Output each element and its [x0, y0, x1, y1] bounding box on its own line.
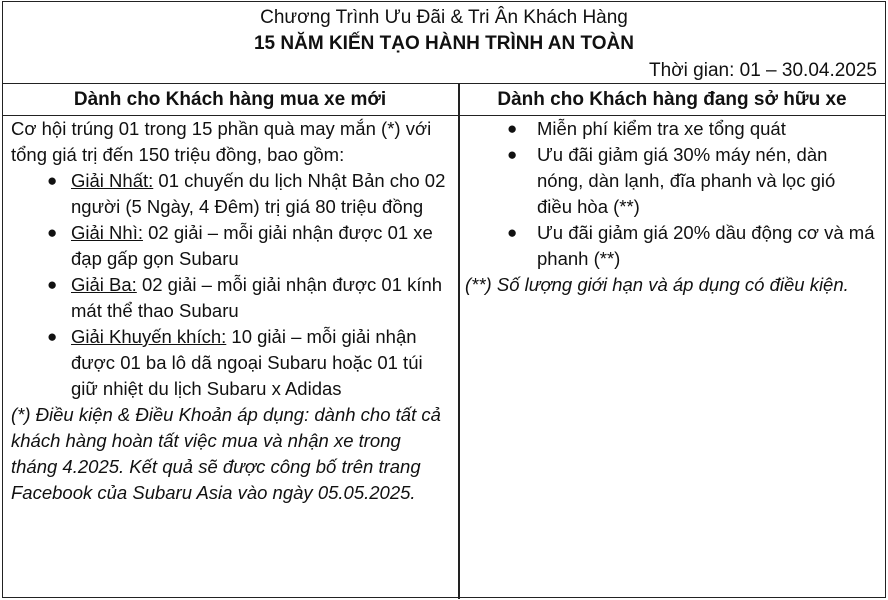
bullet-icon: ●	[47, 171, 58, 190]
prize-item-second	[11, 220, 451, 272]
offer-text: Ưu đãi giảm giá 20% dầu động cơ và má phanh (**)	[537, 222, 875, 269]
offer-list	[465, 116, 875, 272]
prize-label: Giải Ba:	[71, 274, 137, 295]
table-header	[3, 2, 885, 84]
prize-label: Giải Nhì:	[71, 222, 143, 243]
campaign-period: Thời gian: 01 – 30.04.2025	[649, 60, 877, 81]
bullet-icon: ●	[47, 223, 58, 242]
terms-note: (*) Điều kiện & Điều Khoản áp dụng: dành cho tất cả khách hàng hoàn tất việc mua và nhận xe trong tháng 4.2025. Kết quả sẽ được công bố trên trang Facebook của Subaru Asia vào ngày 05.05.2025.	[11, 404, 441, 503]
bullet-icon: ●	[507, 223, 518, 242]
prize-text: 02 giải – mỗi giải nhận được 01 xe đạp gấp gọn Subaru	[71, 222, 433, 269]
prize-list	[11, 168, 451, 402]
prize-text: 10 giải – mỗi giải nhận được 01 ba lô dã ngoại Subaru hoặc 01 túi giữ nhiệt du lịch Subaru x Adidas	[71, 326, 423, 399]
prize-label: Giải Khuyến khích:	[71, 326, 227, 347]
prize-intro: Cơ hội trúng 01 trong 15 phần quà may mắn (*) với tổng giá trị đến 150 triệu đồng, bao gồm:	[11, 118, 432, 165]
prize-text: 01 chuyến du lịch Nhật Bản cho 02 người (5 Ngày, 4 Đêm) trị giá 80 triệu đồng	[71, 170, 446, 217]
limited-note: (**) Số lượng giới hạn và áp dụng có điều kiện.	[465, 274, 849, 295]
campaign-title: 15 NĂM KIẾN TẠO HÀNH TRÌNH AN TOÀN	[253, 33, 634, 54]
new-customers-cell	[11, 116, 451, 506]
bullet-icon: ●	[47, 327, 58, 346]
bullet-icon: ●	[507, 145, 518, 164]
existing-customers-heading: Dành cho Khách hàng đang sở hữu xe	[497, 89, 847, 110]
column-headings	[3, 84, 885, 116]
prize-text: 02 giải – mỗi giải nhận được 01 kính mát thể thao Subaru	[71, 274, 443, 321]
prize-item-first	[11, 168, 451, 220]
offer-text: Miễn phí kiểm tra xe tổng quát	[537, 118, 786, 139]
offer-text: Ưu đãi giảm giá 30% máy nén, dàn nóng, dàn lạnh, đĩa phanh và lọc gió điều hòa (**)	[537, 144, 836, 217]
offer-item	[465, 116, 875, 142]
offer-item	[465, 142, 875, 220]
new-customers-heading: Dành cho Khách hàng mua xe mới	[73, 89, 387, 110]
column-divider	[458, 84, 460, 599]
program-name: Chương Trình Ưu Đãi & Tri Ân Khách Hàng	[260, 7, 628, 28]
prize-label: Giải Nhất:	[71, 170, 154, 191]
bullet-icon: ●	[507, 119, 518, 138]
promotion-table	[2, 1, 886, 598]
prize-item-third	[11, 272, 451, 324]
offer-item	[465, 220, 875, 272]
existing-customers-cell	[465, 116, 875, 298]
prize-item-consolation	[11, 324, 451, 402]
bullet-icon: ●	[47, 275, 58, 294]
